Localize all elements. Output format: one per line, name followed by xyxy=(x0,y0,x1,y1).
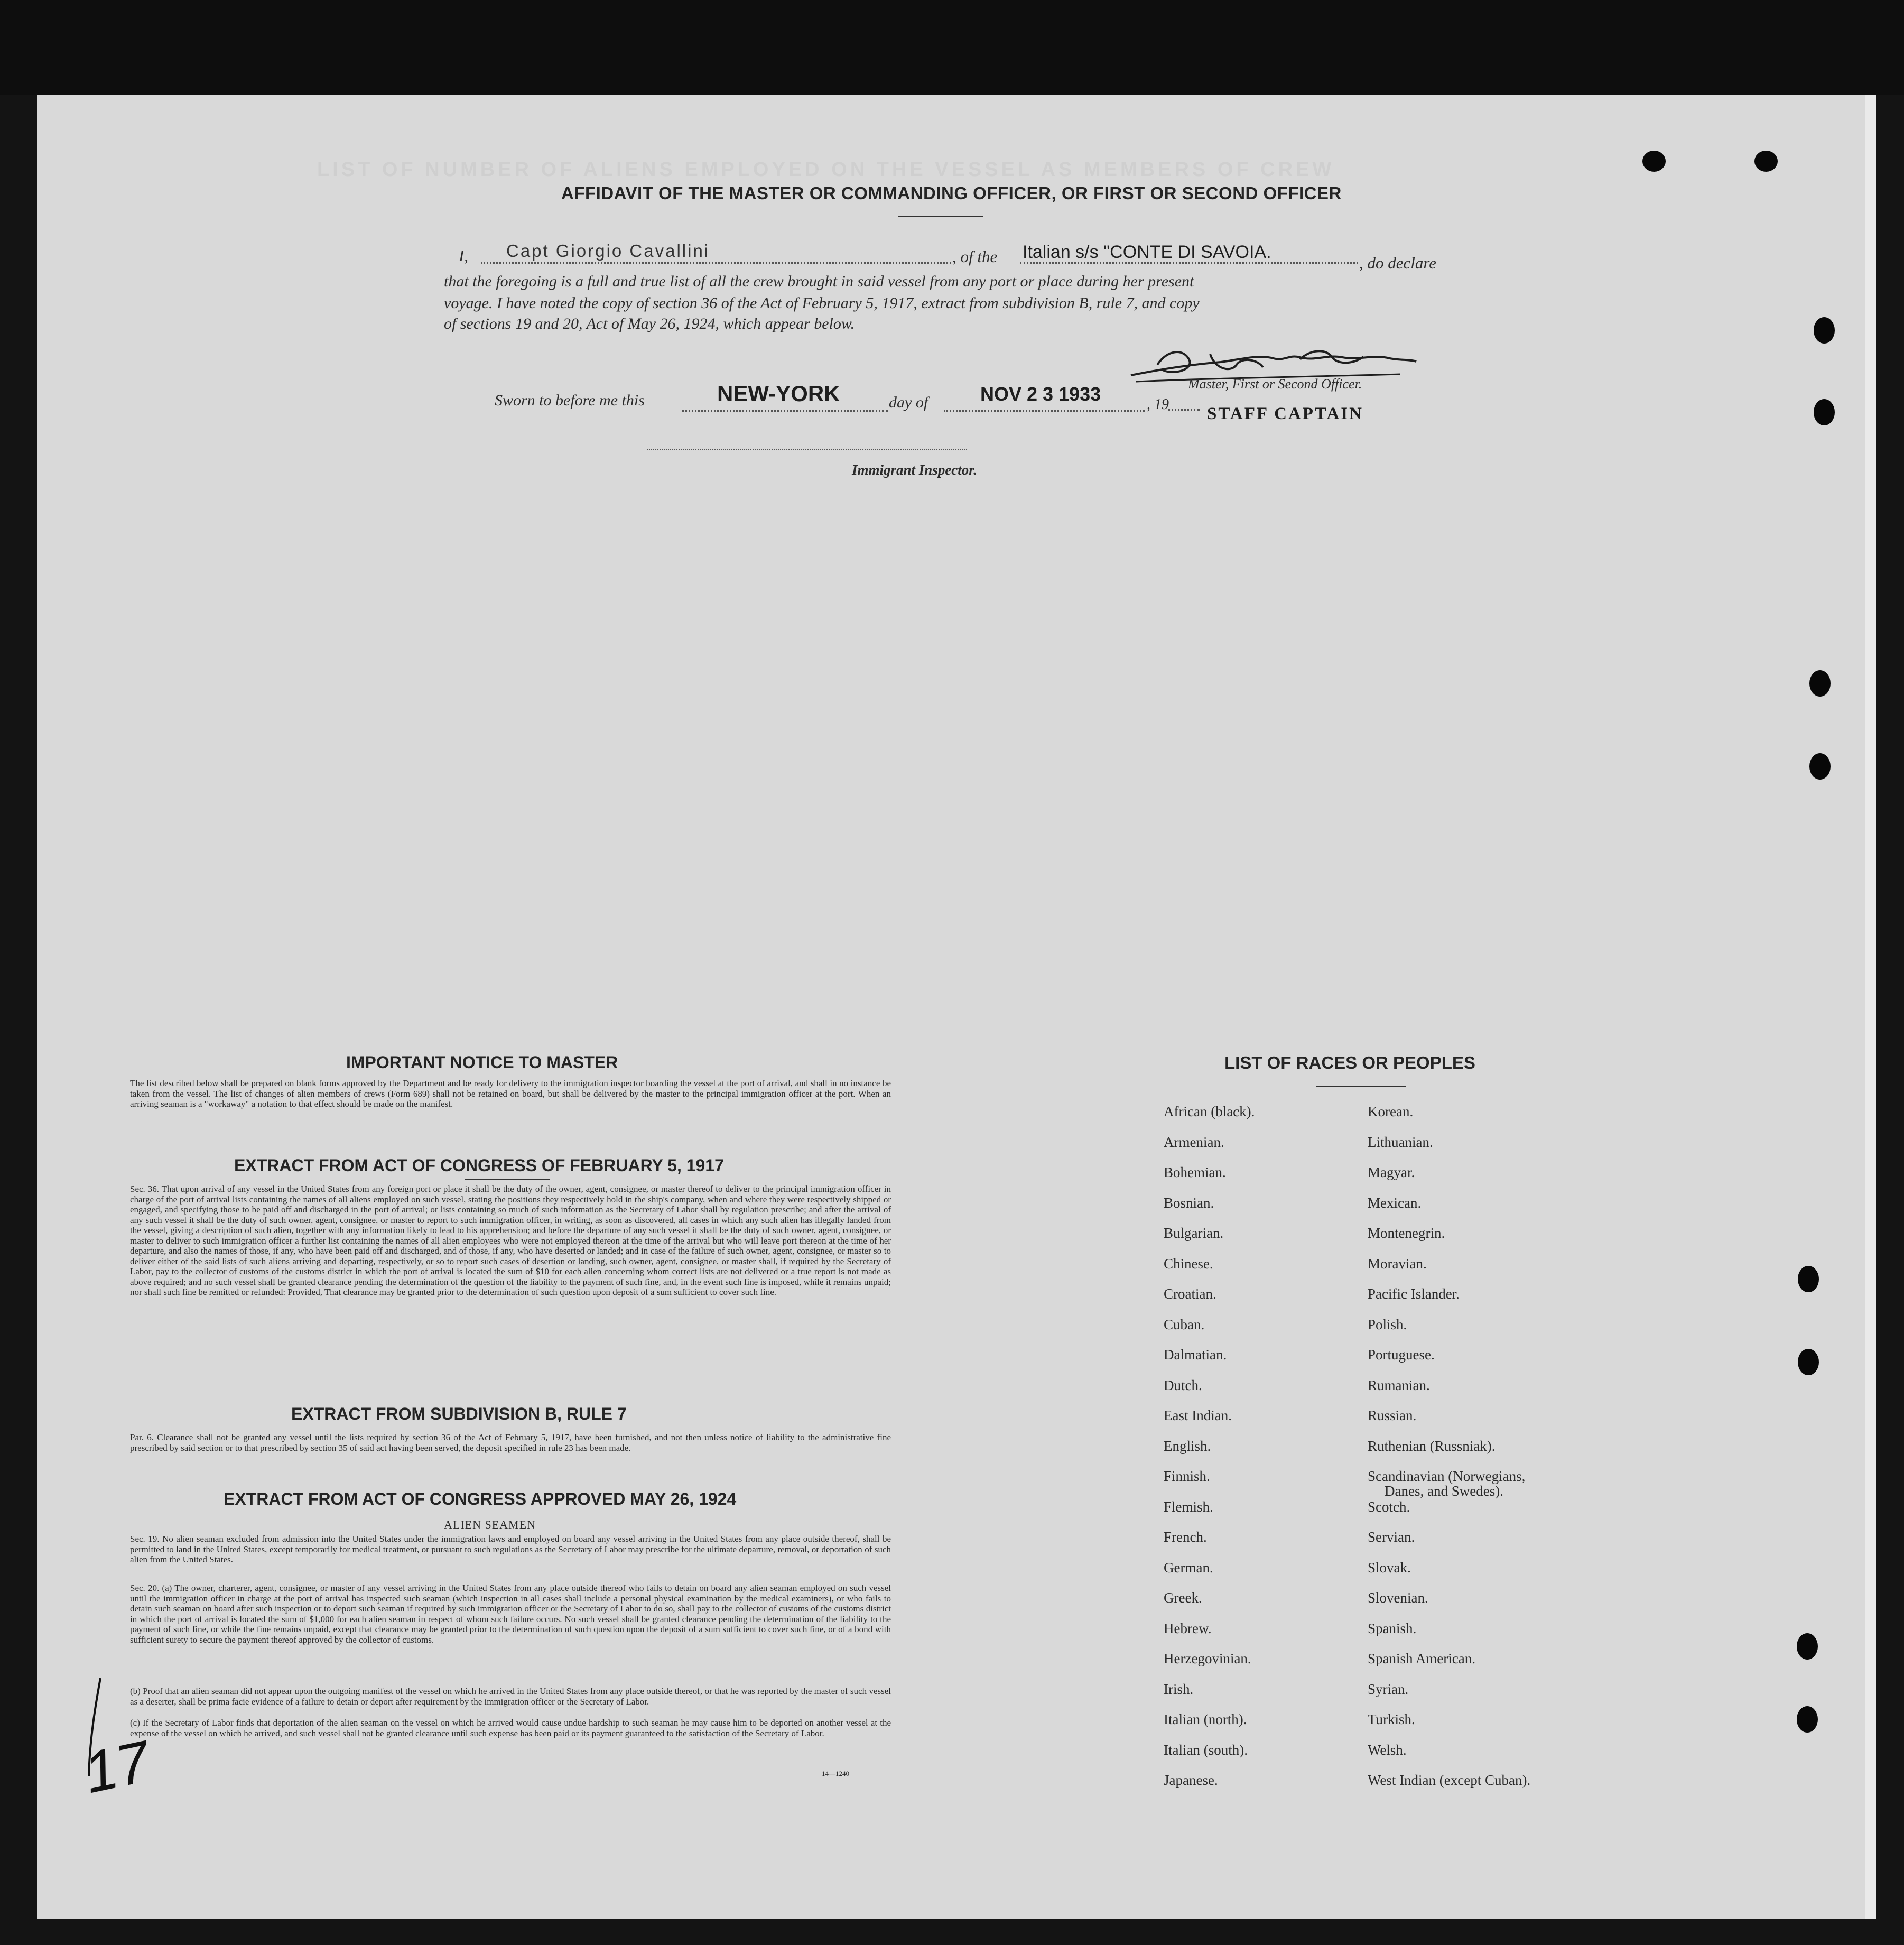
sworn-date: NOV 2 3 1933 xyxy=(980,383,1101,405)
extract-1924-sec20a: Sec. 20. (a) The owner, charterer, agent, consignee, or master of any vessel arriving in the United States from any place outside thereof who fails to detain on board any alien seaman employed on such vessel until the immigration officer in charge at the port of arrival has inspected such seaman (which inspection in all cases shall include a personal physical examination by the medical examiners), or who fails to detain such seaman on board after such inspection or to deport such seaman if required by such immigration officer or the Secretary of Labor to do so, shall pay to the collector of customs of the customs district in which the port of arrival is located the sum of $1,000 for each alien seaman in respect of whom such failure occurs. No such vessel shall be granted clearance pending the determination of the liability to the payment of such fine, or while the fine remains unpaid, except that clearance may be granted prior to the determination of such question upon the deposit of a sum sufficient to cover such fine, or of a bond with sufficient surety to secure the payment thereof approved by the collector of customs. xyxy=(130,1583,891,1645)
affidavit-body-line-1: that the foregoing is a full and true list of all the crew brought in said vessel from any port or place during her present xyxy=(444,273,1194,290)
of-the-label: , of the xyxy=(952,247,998,266)
race-item: Russian. xyxy=(1368,1407,1417,1423)
margin-pen-mark xyxy=(79,1675,111,1781)
binder-hole xyxy=(1814,399,1835,425)
affidavit-body-line-3: of sections 19 and 20, Act of May 26, 1924, which appear below. xyxy=(444,315,855,332)
binder-hole xyxy=(1798,1266,1819,1292)
race-item: Syrian. xyxy=(1368,1681,1409,1697)
race-item: Korean. xyxy=(1368,1104,1414,1119)
page-edge xyxy=(1865,95,1876,1919)
inspector-label: Immigrant Inspector. xyxy=(852,462,978,478)
year-line xyxy=(1168,396,1200,411)
declare-label: , do declare xyxy=(1359,254,1437,272)
binder-hole xyxy=(1797,1706,1818,1733)
race-item: Croatian. xyxy=(1164,1286,1216,1302)
race-item: Chinese. xyxy=(1164,1255,1213,1272)
race-item: Italian (south). xyxy=(1164,1742,1248,1758)
signer-label: Master, First or Second Officer. xyxy=(1188,376,1362,392)
race-item: Mexican. xyxy=(1368,1194,1422,1211)
i-label: I, xyxy=(459,246,469,265)
race-item: Armenian. xyxy=(1164,1134,1224,1150)
race-item: East Indian. xyxy=(1164,1407,1232,1423)
page-number-handwritten: 17 xyxy=(78,1728,155,1806)
sworn-label: Sworn to before me this xyxy=(495,392,645,409)
race-item: Portuguese. xyxy=(1368,1347,1435,1363)
race-item: Cuban. xyxy=(1164,1316,1205,1332)
race-item: Bohemian. xyxy=(1164,1164,1226,1180)
race-item: Irish. xyxy=(1164,1681,1194,1697)
master-name: Capt Giorgio Cavallini xyxy=(506,241,710,261)
race-item: Scotch. xyxy=(1368,1498,1410,1515)
race-item: Rumanian. xyxy=(1368,1377,1430,1393)
affidavit-title: AFFIDAVIT OF THE MASTER OR COMMANDING OFFICER, OR FIRST OR SECOND OFFICER xyxy=(561,183,1342,203)
form-number: 14—1240 xyxy=(822,1770,849,1777)
year-prefix: , 19 xyxy=(1147,396,1169,413)
race-item: Spanish. xyxy=(1368,1620,1417,1636)
race-item: Slovenian. xyxy=(1368,1590,1428,1606)
race-item: Bulgarian. xyxy=(1164,1225,1224,1241)
race-item: Bosnian. xyxy=(1164,1194,1214,1211)
signer-title-stamp: STAFF CAPTAIN xyxy=(1207,404,1363,423)
race-item: Welsh. xyxy=(1368,1742,1407,1758)
race-item: Herzegovinian. xyxy=(1164,1651,1251,1666)
race-item: Greek. xyxy=(1164,1590,1202,1606)
race-item: English. xyxy=(1164,1438,1211,1454)
race-item: Turkish. xyxy=(1368,1711,1415,1727)
race-item: Spanish American. xyxy=(1368,1651,1475,1666)
races-title: LIST OF RACES OR PEOPLES xyxy=(1224,1053,1475,1072)
affidavit-body-line-2: voyage. I have noted the copy of section 36 of the Act of February 5, 1917, extract from subdivision B, rule 7, and copy xyxy=(444,294,1200,312)
race-item: Slovak. xyxy=(1368,1559,1411,1576)
binder-hole xyxy=(1809,670,1831,697)
race-item: Lithuanian. xyxy=(1368,1134,1433,1150)
races-rule xyxy=(1316,1086,1406,1087)
race-item: Pacific Islander. xyxy=(1368,1286,1460,1302)
extract-1917-rule xyxy=(465,1179,550,1180)
race-item: African (black). xyxy=(1164,1104,1255,1119)
day-of-label: day of xyxy=(889,394,928,411)
extract-1924-title: EXTRACT FROM ACT OF CONGRESS APPROVED MAY 26, 1924 xyxy=(224,1489,737,1508)
race-item: Dalmatian. xyxy=(1164,1347,1227,1363)
race-item: Scandinavian (Norwegians, xyxy=(1368,1468,1526,1484)
race-item: Hebrew. xyxy=(1164,1620,1212,1636)
inspector-signature-line xyxy=(647,439,967,450)
binder-hole xyxy=(1809,753,1831,780)
race-item: Finnish. xyxy=(1164,1468,1210,1484)
binder-hole xyxy=(1797,1633,1818,1660)
race-item: Dutch. xyxy=(1164,1377,1202,1393)
race-item: Danes, and Swedes). xyxy=(1385,1483,1503,1499)
scan-top-border xyxy=(0,0,1904,95)
extract-1917-text: Sec. 36. That upon arrival of any vessel in the United States from any foreign port or place it shall be the duty of the owner, agent, consignee, or master thereof to deliver to the principal immigration officer in charge of the port of arrival lists containing the names of all aliens employed on such vessel, stating the positions they respectively hold in the ship's company, when and where they were respectively shipped or engaged, and specifying those to be paid off and discharged in the port of arrival; or lists containing so much of such information as the Secretary of Labor shall by regulation prescribe; and after the arrival of any such vessel it shall be the duty of such owner, agent, consignee, or master to report to such immigration officer, in writing, as soon as discovered, all cases in which any such alien has illegally landed from the vessel, giving a description of such alien, together with any information likely to lead to his apprehension; and before the departure of any such vessel it shall be the duty of such owner, agent, consignee, or master to deliver to such immigration officer a further list containing the names of all alien employees who were not employed thereon at the time of the arrival but who will leave port thereon at the time of her departure, and also the names of those, if any, who have been paid off and discharged, and of those, if any, who have deserted or landed; and in case of the failure of such owner, agent, consignee, or master so to deliver either of the said lists of such aliens arriving and departing, respectively, or so to report such cases of desertion or landing, such owner, agent, consignee, or master shall, if required by the Secretary of Labor, pay to the collector of customs of the customs district in which the port of arrival is located the sum of $10 for each alien concerning whom correct lists are not delivered or a true report is not made as above required; and no such vessel shall be granted clearance pending the determination of the question of the liability to the payment of such fine, and, in the event such fine is imposed, while it remains unpaid; nor shall such fine be remitted or refunded: Provided, That clearance may be granted prior to the determination of such question upon deposit of a sum sufficient to cover such fine. xyxy=(130,1184,891,1297)
extract-rule7-title: EXTRACT FROM SUBDIVISION B, RULE 7 xyxy=(291,1404,627,1423)
extract-1917-title: EXTRACT FROM ACT OF CONGRESS OF FEBRUARY 5, 1917 xyxy=(234,1156,724,1175)
notice-text: The list described below shall be prepared on blank forms approved by the Department and be ready for delivery to the immigration inspector boarding the vessel at the port of arrival, and shall in no instance be taken from the vessel. The list of changes of alien members of crews (Form 689) shall not be retained on board, but shall be delivered by the master to the principal immigration officer at the port. When an arriving seaman is a "workaway" a notation to that effect should be made on the manifest. xyxy=(130,1078,891,1109)
binder-hole xyxy=(1754,151,1778,172)
extract-1924-sec20c: (c) If the Secretary of Labor finds that deportation of the alien seaman on the vessel on which he arrived would cause undue hardship to such seaman he may cause him to be deported on another vessel at the expense of the vessel on which he arrived, and such vessel shall not be granted clearance until such expense has been paid or its payment guaranteed to the satisfaction of the Secretary of Labor. xyxy=(130,1718,891,1738)
race-item: Polish. xyxy=(1368,1316,1407,1332)
race-item: Montenegrin. xyxy=(1368,1225,1445,1241)
sworn-place: NEW-YORK xyxy=(717,381,840,406)
extract-1924-sec19: Sec. 19. No alien seaman excluded from admission into the United States under the immigration laws and employed on board any vessel arriving in the United States from any place outside thereof, shall be permitted to land in the United States, except temporarily for medical treatment, or pursuant to such regulations as the Secretary of Labor may prescribe for the ultimate departure, removal, or deportation of such alien from the United States. xyxy=(130,1534,891,1564)
race-item: Ruthenian (Russniak). xyxy=(1368,1438,1496,1454)
binder-hole xyxy=(1814,317,1835,344)
race-item: Japanese. xyxy=(1164,1772,1218,1788)
vessel-name: Italian s/s "CONTE DI SAVOIA. xyxy=(1023,242,1271,262)
binder-hole xyxy=(1798,1349,1819,1375)
race-item: Moravian. xyxy=(1368,1255,1427,1272)
binder-hole xyxy=(1642,151,1666,172)
race-item: West Indian (except Cuban). xyxy=(1368,1772,1531,1788)
race-item: German. xyxy=(1164,1559,1213,1576)
extract-1924-subtitle: ALIEN SEAMEN xyxy=(444,1518,536,1531)
title-rule xyxy=(898,216,983,217)
race-item: Flemish. xyxy=(1164,1498,1213,1515)
bleed-through-text: LIST OF NUMBER OF ALIENS EMPLOYED ON THE VESSEL AS MEMBERS OF CREW xyxy=(317,159,1335,181)
notice-title: IMPORTANT NOTICE TO MASTER xyxy=(346,1053,618,1072)
race-item: French. xyxy=(1164,1529,1207,1545)
race-item: Magyar. xyxy=(1368,1164,1415,1180)
race-item: Servian. xyxy=(1368,1529,1415,1545)
extract-1924-sec20b: (b) Proof that an alien seaman did not appear upon the outgoing manifest of the vessel on which he arrived in the United States from any place outside thereof, or that he was reported by the master of such vessel as a deserter, shall be prima facie evidence of a failure to detain or deport after requirement by the immigration officer or the Secretary of Labor. xyxy=(130,1686,891,1707)
document-page xyxy=(37,95,1865,1919)
extract-rule7-text: Par. 6. Clearance shall not be granted any vessel until the lists required by section 36 of the Act of February 5, 1917, have been furnished, and not then unless notice of liability to the administrative fine prescribed by said section or to that prescribed by section 35 of said act having been served, the deposit specified in rule 23 has been made. xyxy=(130,1432,891,1453)
race-item: Italian (north). xyxy=(1164,1711,1247,1727)
